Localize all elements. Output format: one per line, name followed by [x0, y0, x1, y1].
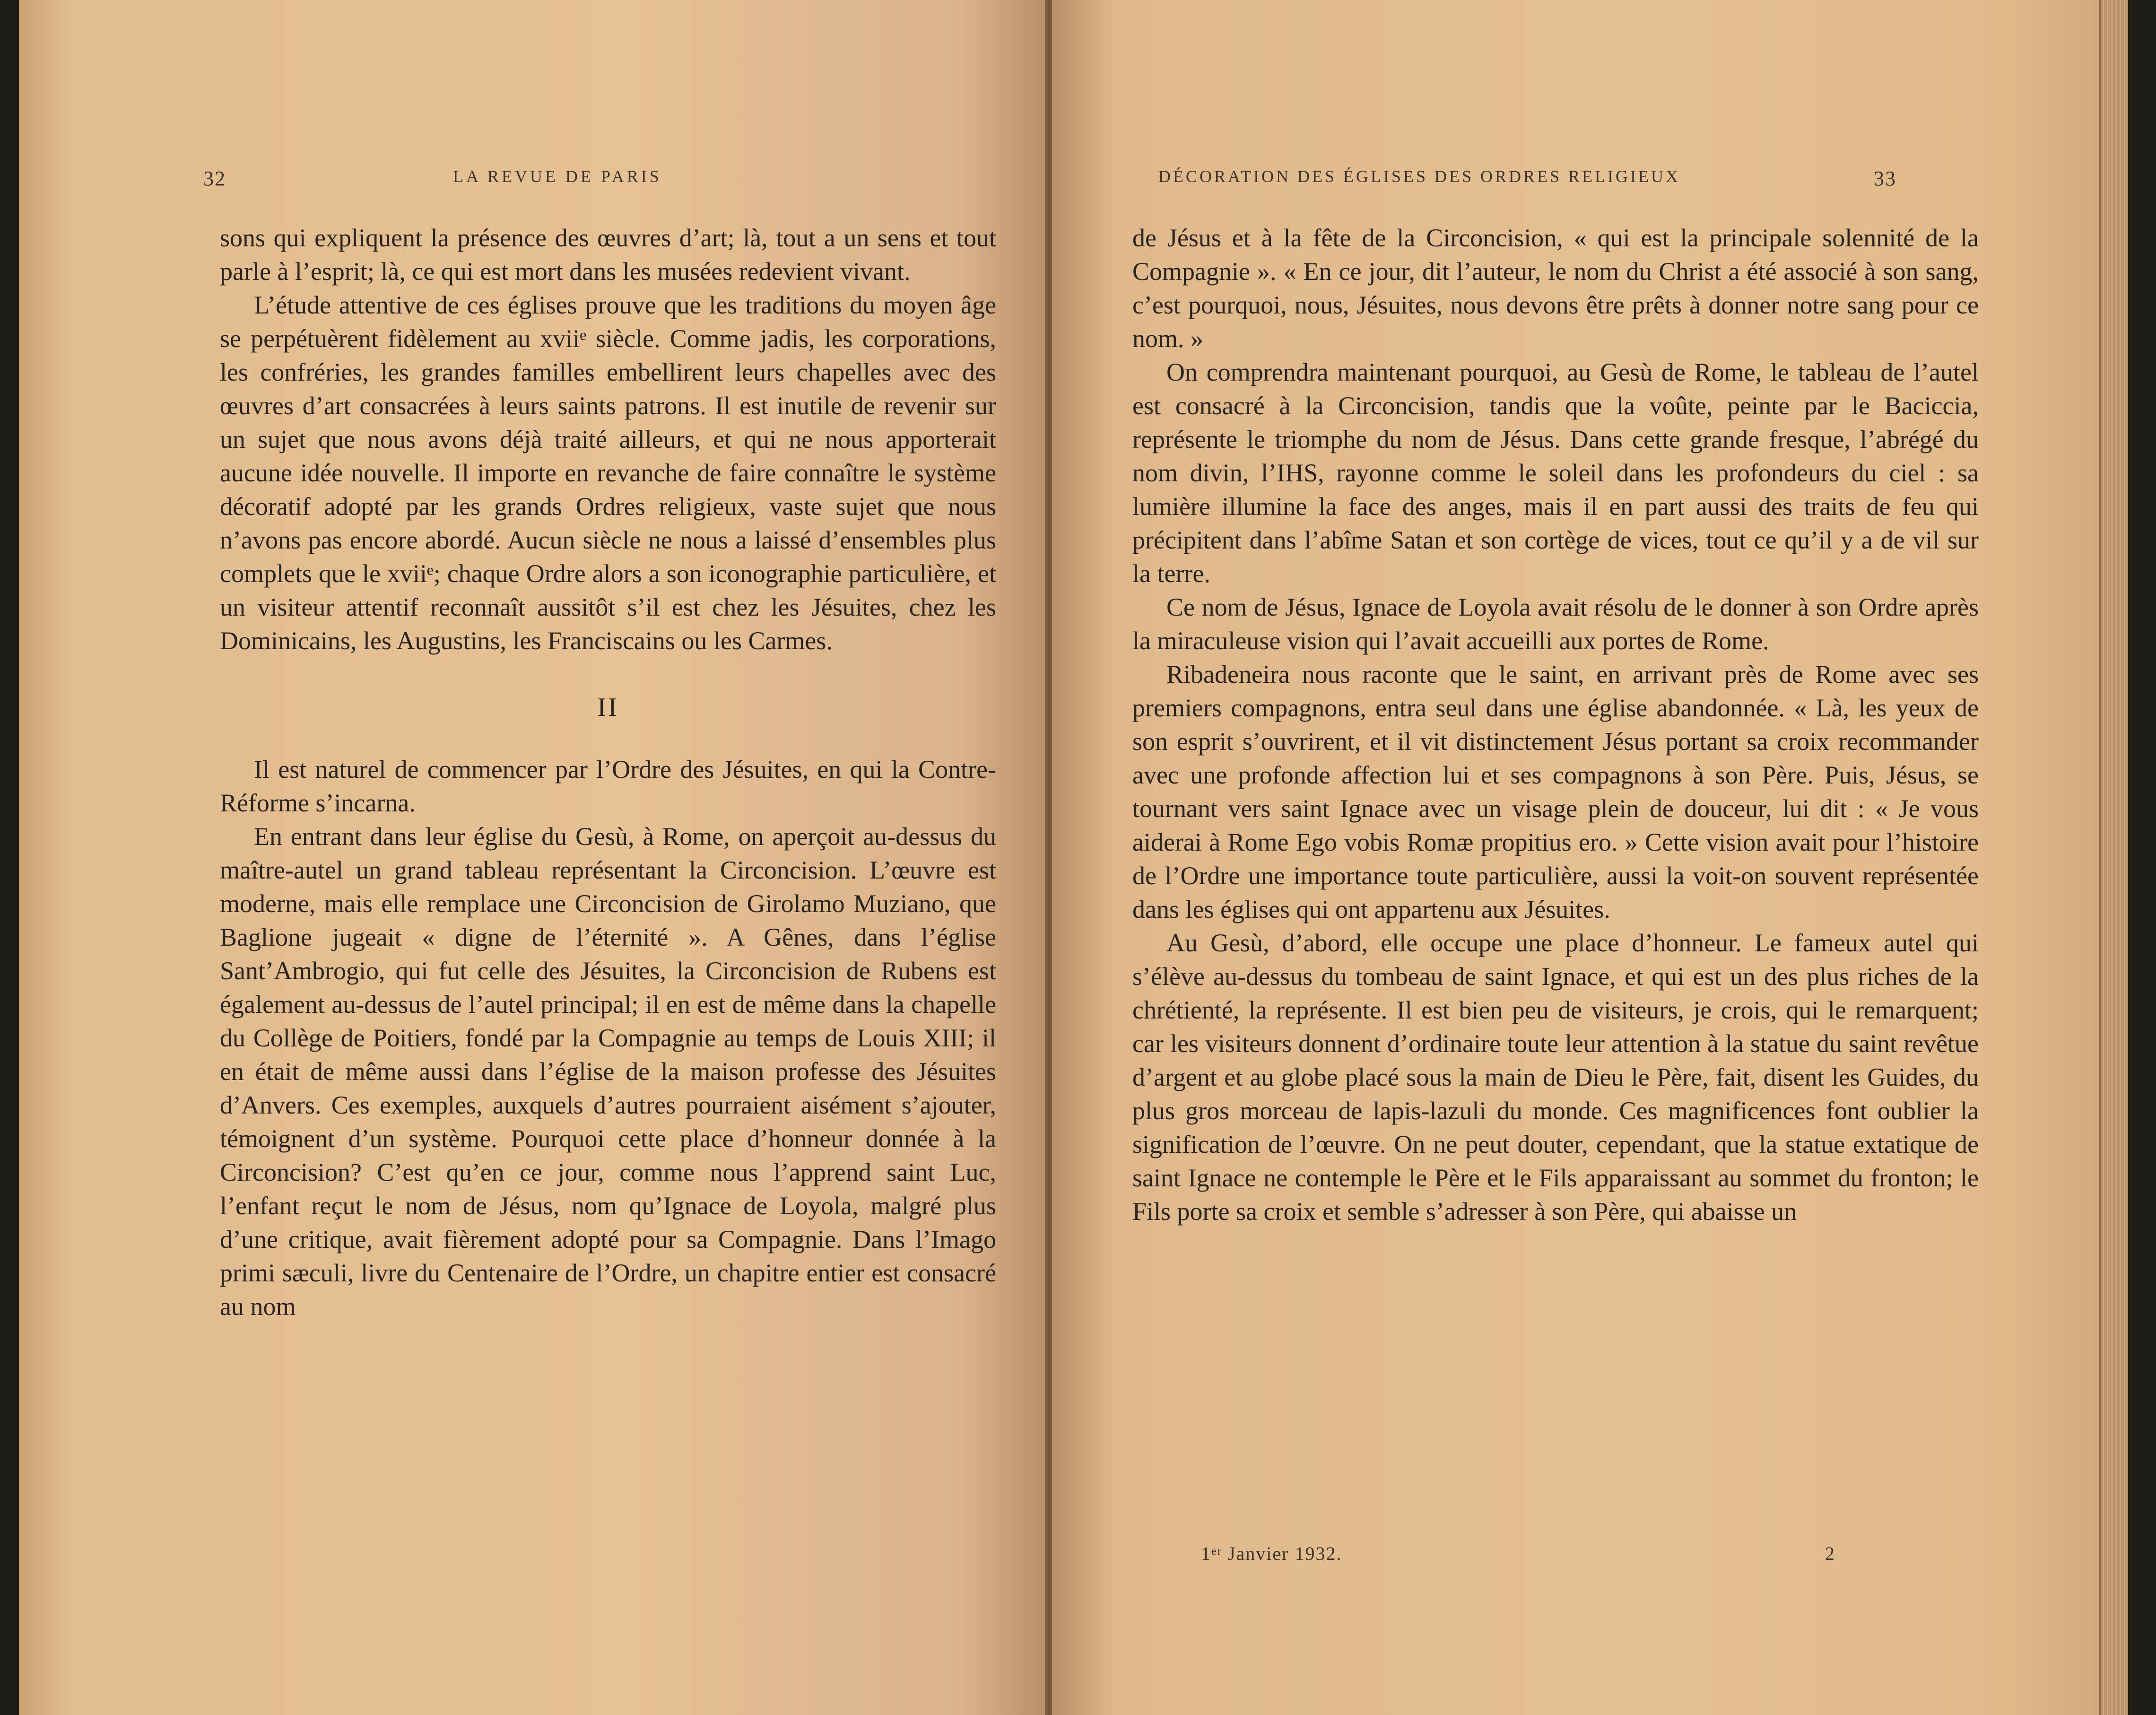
signature-mark: 2	[1825, 1543, 1835, 1564]
body-text	[1132, 221, 1979, 1228]
paragraph: Ribadeneira nous raconte que le saint, en arrivant près de Rome avec ses premiers compagnons, entra seul dans une église abandonnée. « Là, les yeux de son esprit s’ouvrirent, et il vit distinctement Jésus portant sa croix recommander avec une profonde affection lui et ses compagnons à son Père. Puis, Jésus, se tournant vers saint Ignace avec un visage plein de douceur, lui dit : « Je vous aiderai à Rome Ego vobis Romæ propitius ero. » Cette vision avait pour l’histoire de l’Ordre une importance toute particulière, aussi la voit-on souvent représentée dans les églises qui ont appartenu aux Jésuites.	[1132, 660, 1979, 923]
body-text	[220, 221, 996, 1323]
left-page	[19, 0, 1045, 1715]
paragraph: Au Gesù, d’abord, elle occupe une place d’honneur. Le fameux autel qui s’élève au-dessus du tombeau de saint Ignace, et qui est un des plus riches de la chrétienté, la représente. Il est bien peu de visiteurs, je crois, qui le remarquent; car les visiteurs donnent d’ordinaire toute leur attention à la statue du saint revêtue d’argent et au globe placé sous la main de Dieu le Père, fait, disent les Guides, du plus gros morceau de lapis-lazuli du monde. Ces magnificences font oublier la signification de l’œuvre. On ne peut douter, cependant, que la statue extatique de saint Ignace ne contemple le Père et le Fils apparaissant au sommet du fronton; le Fils porte sa croix et semble s’adresser à son Père, qui abaisse un	[1132, 929, 1979, 1226]
page-edges	[2099, 0, 2128, 1715]
running-title: LA REVUE DE PARIS	[453, 167, 662, 186]
right-page	[1052, 0, 2113, 1715]
paragraph: On comprendra maintenant pourquoi, au Gesù de Rome, le tableau de l’autel est consacré à la Circoncision, tandis que la voûte, peinte par le Baciccia, représente le triomphe du nom de Jésus. Dans cette grande fresque, l’abrégé du nom divin, l’IHS, rayonne comme le soleil dans les profondeurs du ciel : sa lumière illumine la face des anges, mais il en part aussi des traits de feu qui précipitent dans l’abîme Satan et son cortège de vices, tout ce qu’il y a de vil sur la terre.	[1132, 358, 1979, 588]
paragraph: Ce nom de Jésus, Ignace de Loyola avait résolu de le donner à son Ordre après la miraculeuse vision qui l’avait accueilli aux portes de Rome.	[1132, 593, 1979, 655]
page-number: 32	[203, 167, 226, 190]
paragraph: L’étude attentive de ces églises prouve que les traditions du moyen âge se perpétuèrent fidèlement au xviiᵉ siècle. Comme jadis, les corporations, les confréries, les grandes familles embellirent leurs chapelles avec des œuvres d’art consacrées à leurs saints patrons. Il est inutile de revenir sur un sujet que nous avons déjà traité ailleurs, et qui ne nous apporterait aucune idée nouvelle. Il importe en revanche de faire connaître le système décoratif adopté par les grands Ordres religieux, vaste sujet que nous n’avons pas encore abordé. Aucun siècle ne nous a laissé d’ensembles plus complets que le xviiᵉ; chaque Ordre alors a son iconographie particulière, et un visiteur attentif reconnaît aussitôt s’il est chez les Jésuites, chez les Dominicains, les Augustins, les Franciscains ou les Carmes.	[220, 291, 996, 655]
footer-date: 1ᵉʳ Janvier 1932.	[1201, 1543, 1342, 1564]
section-heading: II	[597, 693, 619, 722]
paragraph: Il est naturel de commencer par l’Ordre des Jésuites, en qui la Contre-Réforme s’incarna.	[220, 755, 996, 817]
paragraph: En entrant dans leur église du Gesù, à Rome, on aperçoit au-dessus du maître-autel un grand tableau représentant la Circoncision. L’œuvre est moderne, mais elle remplace une Circoncision de Girolamo Muziano, que Baglione jugeait « digne de l’éternité ». A Gênes, dans l’église Sant’Ambrogio, qui fut celle des Jésuites, la Circoncision de Rubens est également au-dessus de l’autel principal; il en est de même dans la chapelle du Collège de Poitiers, fondé par la Compagnie au temps de Louis XIII; il en était de même aussi dans l’église de la maison professe des Jésuites d’Anvers. Ces exemples, auxquels d’autres pourraient aisément s’ajouter, témoignent d’un système. Pourquoi cette place d’honneur donnée à la Circoncision? C’est qu’en ce jour, comme nous l’apprend saint Luc, l’enfant reçut le nom de Jésus, nom qu’Ignace de Loyola, malgré plus d’une critique, avait fièrement adopté pour sa Compagnie. Dans l’Imago primi sæculi, livre du Centenaire de l’Ordre, un chapitre entier est consacré au nom	[220, 822, 996, 1321]
paragraph: de Jésus et à la fête de la Circoncision, « qui est la principale solennité de la Compagnie ». « En ce jour, dit l’auteur, le nom du Christ a été associé à son sang, c’est pourquoi, nous, Jésuites, nous devons être prêts à donner notre sang pour ce nom. »	[1132, 224, 1979, 353]
running-title: DÉCORATION DES ÉGLISES DES ORDRES RELIGIEUX	[1158, 167, 1680, 186]
page-number: 33	[1874, 167, 1896, 190]
paragraph: sons qui expliquent la présence des œuvres d’art; là, tout a un sens et tout parle à l’esprit; là, ce qui est mort dans les musées redevient vivant.	[220, 224, 996, 286]
